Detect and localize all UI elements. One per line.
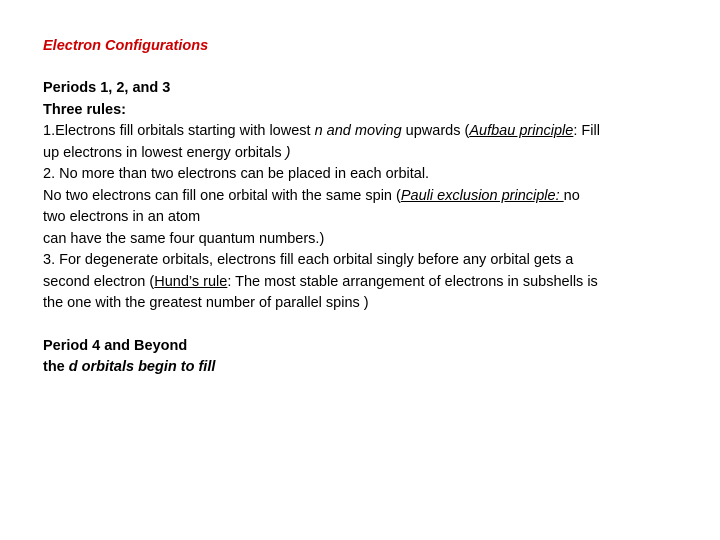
pauli-exclusion-principle-link[interactable]: Pauli exclusion principle: — [400, 187, 564, 204]
hunds-rule-link[interactable]: Hund’s rule — [154, 273, 228, 290]
section-heading-period-4: Period 4 and Beyond — [43, 337, 188, 354]
rule-2-line-3: two electrons in an atom — [43, 209, 201, 225]
spacer — [43, 315, 693, 336]
rule-1-line-1 — [43, 121, 693, 143]
section-heading-periods-1-3: Periods 1, 2, and 3 — [43, 80, 171, 96]
period-4-text — [43, 357, 693, 379]
rule-1-italic: n and moving — [314, 123, 402, 139]
rule-3-line-1: 3. For degenerate orbitals, electrons fill each orbital singly before any orbital gets a — [43, 252, 574, 268]
aufbau-principle-link[interactable]: Aufbau principle — [469, 123, 574, 139]
rule-3-line-2-suffix: : The most stable arrangement of electrons in subshells is — [227, 273, 598, 290]
rule-2-line-1: 2. No more than two electrons can be placed in each orbital. — [43, 166, 430, 182]
rule-3-line-3: the one with the greatest number of parallel spins ) — [43, 295, 369, 311]
rules-heading: Three rules: — [43, 101, 126, 118]
period-4-text-italic: d orbitals begin to fill — [68, 359, 216, 375]
rule-3-line-2-prefix: second electron ( — [43, 273, 155, 290]
rule-1-line-2-start: up electrons in lowest energy orbitals — [43, 144, 282, 161]
rule-1-after-principle: : Fill — [573, 123, 600, 139]
slide-title: Electron Configurations — [43, 38, 209, 54]
rule-2-line-2-prefix: No two electrons can fill one orbital with the same spin ( — [43, 187, 401, 204]
rule-1-middle: upwards ( — [401, 123, 470, 139]
rule-2-line-2 — [43, 186, 693, 208]
rule-2-line-2-suffix: no — [563, 187, 580, 204]
slide-content — [43, 36, 693, 379]
period-4-text-prefix: the — [43, 359, 69, 375]
rule-2-line-4: can have the same four quantum numbers.) — [43, 230, 325, 247]
rule-1-prefix: 1.Electrons fill orbitals starting with lowest — [43, 123, 315, 139]
slide-body — [43, 78, 693, 379]
rule-1-line-2 — [43, 143, 693, 165]
rule-1-line-2-end: ) — [281, 144, 291, 161]
rule-3-line-2 — [43, 272, 693, 294]
